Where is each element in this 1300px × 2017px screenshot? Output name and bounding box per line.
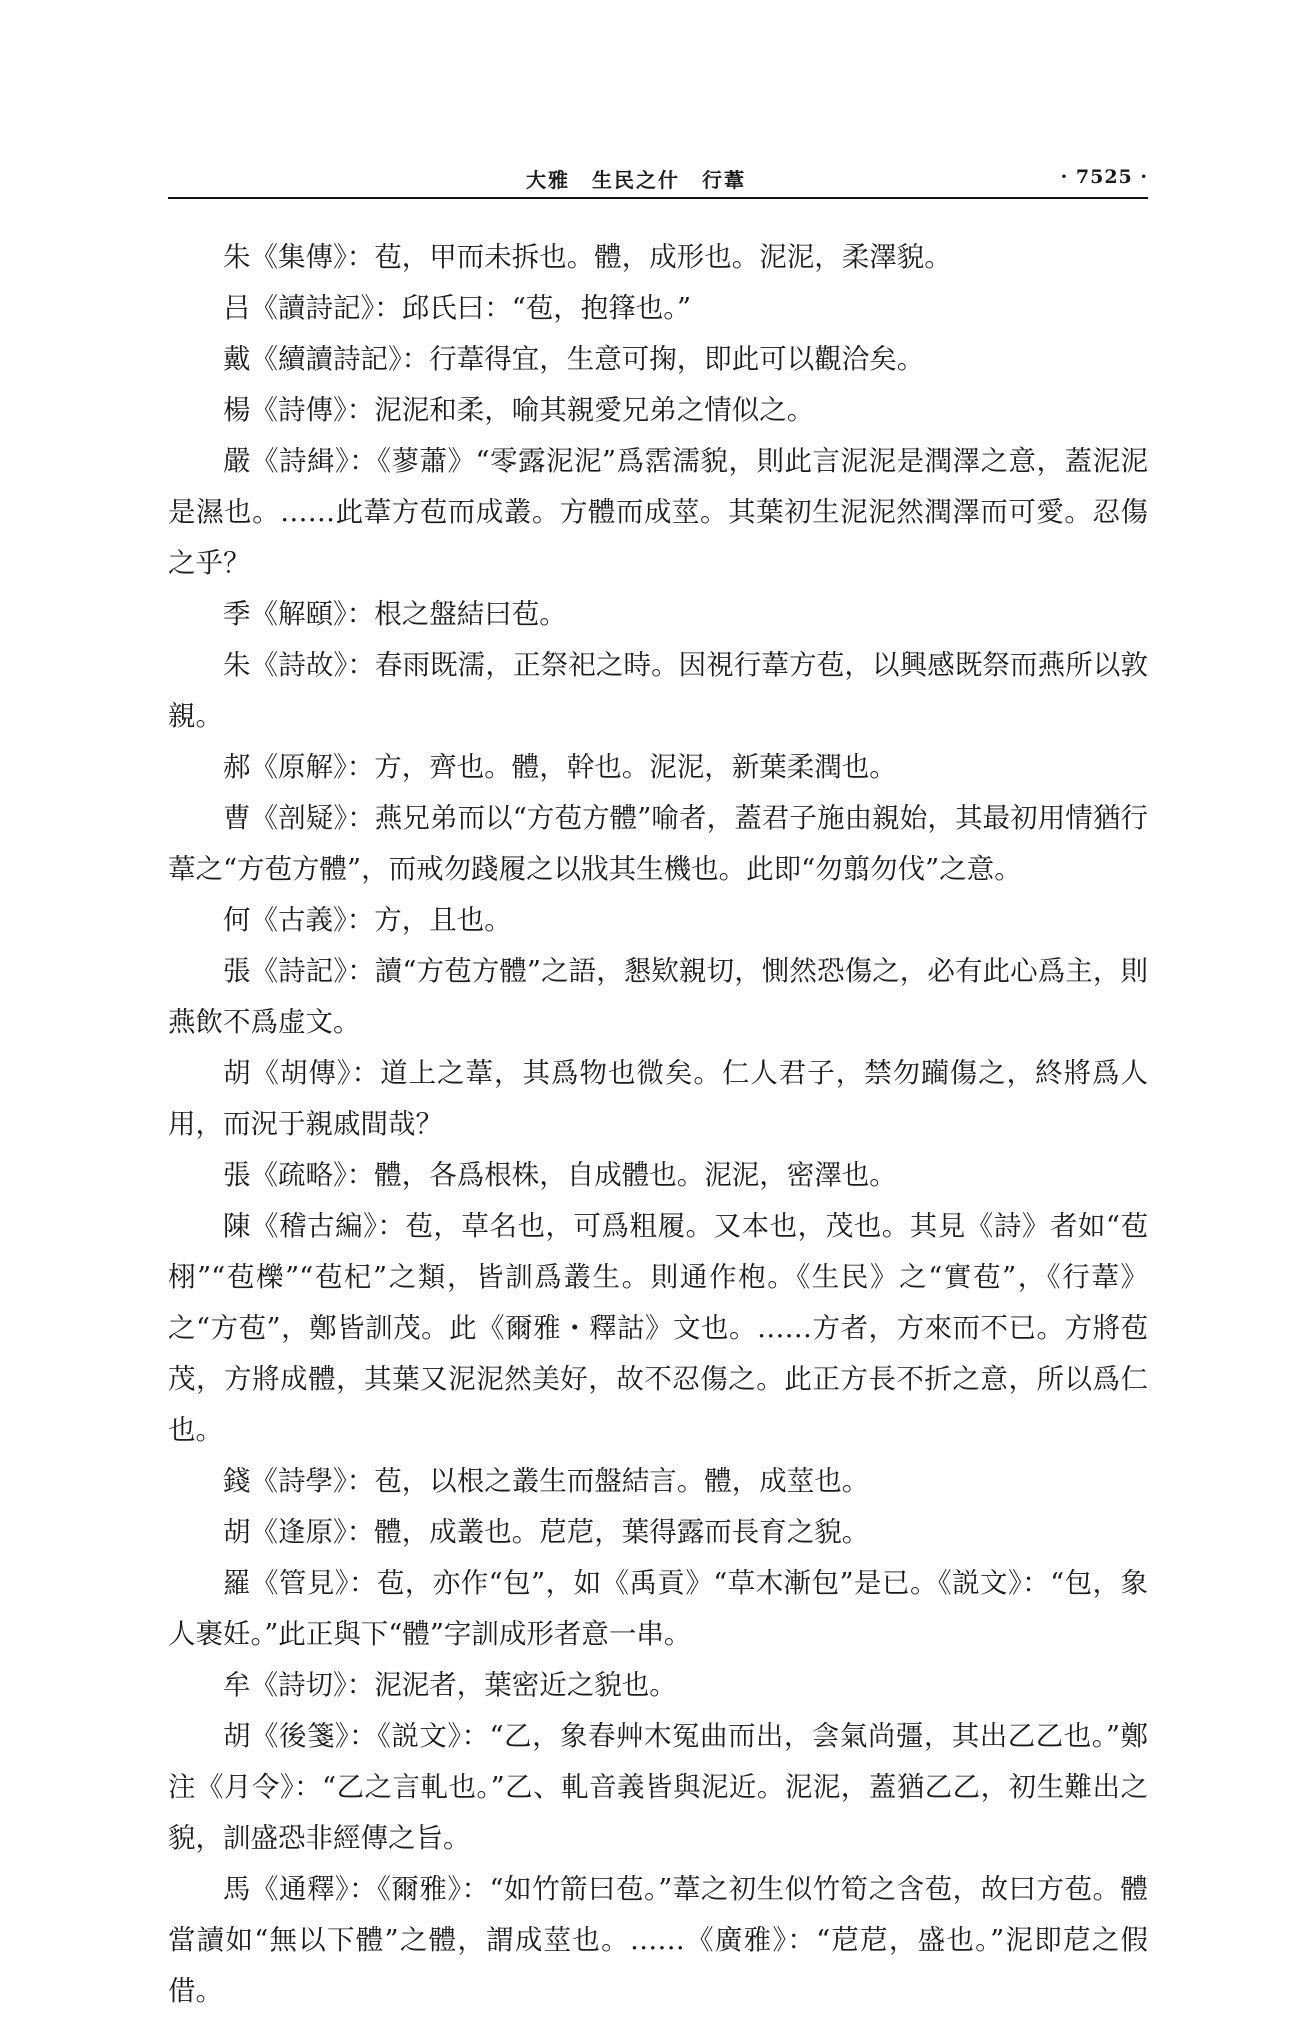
commentary-body: [168, 232, 1148, 2017]
commentary-entry: 季《解頤》：根之盤結曰苞。: [223, 598, 567, 630]
commentary-entry: 羅《管見》：苞，亦作“包”，如《禹貢》“草木漸包”是已。《説文》：“包，象人裹妊。”此正與下“體”字訓成形者意一串。: [168, 1567, 1148, 1650]
running-title: 大雅 生民之什 行葦: [526, 168, 746, 192]
commentary-entry: 吕《讀詩記》：邱氏曰：“苞，抱箨也。”: [223, 292, 692, 324]
commentary-entry: 何《古義》：方，且也。: [223, 904, 512, 936]
commentary-entry: 胡《逢原》：體，成叢也。苨苨，葉得露而長育之貌。: [223, 1516, 870, 1548]
page-header: [168, 160, 1148, 194]
commentary-entry: 錢《詩學》：苞，以根之叢生而盤結言。體，成莖也。: [223, 1465, 870, 1497]
commentary-entry: 馬《通釋》：《爾雅》：“如竹箭曰苞。”葦之初生似竹筍之含苞，故曰方苞。體當讀如“無以下體”之體，謂成莖也。……《廣雅》：“苨苨，盛也。”泥即苨之假借。: [168, 1873, 1148, 2007]
commentary-entry: 嚴《詩緝》：《蓼蕭》“零露泥泥”爲霑濡貌，則此言泥泥是潤澤之意，蓋泥泥是濕也。……此葦方苞而成叢。方體而成莖。其葉初生泥泥然潤澤而可愛。忍傷之乎？: [168, 445, 1148, 579]
commentary-entry: 張《疏略》：體，各爲根株，自成體也。泥泥，密澤也。: [223, 1159, 897, 1191]
commentary-entry: 胡《胡傳》：道上之葦，其爲物也微矣。仁人君子，禁勿躏傷之，終將爲人用，而況于親戚間哉？: [168, 1057, 1148, 1140]
commentary-entry: 郝《原解》：方，齊也。體，幹也。泥泥，新葉柔潤也。: [223, 751, 897, 783]
commentary-entry: 曹《剖疑》：燕兄弟而以“方苞方體”喻者，蓋君子施由親始，其最初用情猶行葦之“方苞方體”，而戒勿踐履之以戕其生機也。此即“勿翦勿伐”之意。: [168, 802, 1148, 885]
commentary-entry: 朱《集傳》：苞，甲而未拆也。體，成形也。泥泥，柔澤貌。: [223, 241, 952, 273]
commentary-entry: 胡《後箋》：《説文》：“乙，象春艸木冤曲而出，侌氣尚彊，其出乙乙也。”鄭注《月令》：“乙之言軋也。”乙、軋音義皆與泥近。泥泥，蓋猶乙乙，初生難出之貌，訓盛恐非經傳之旨。: [168, 1720, 1148, 1854]
header-rule: [168, 197, 1148, 199]
commentary-entry: 楊《詩傳》：泥泥和柔，喻其親愛兄弟之情似之。: [223, 394, 815, 426]
page-number: · 7525 ·: [1060, 166, 1148, 188]
commentary-entry: 戴《續讀詩記》：行葦得宜，生意可掬，即此可以觀洽矣。: [223, 343, 925, 375]
commentary-entry: 張《詩記》：讀“方苞方體”之語，懇欵親切，惻然恐傷之，必有此心爲主，則燕飲不爲虚文。: [168, 955, 1148, 1038]
commentary-entry: 陳《稽古編》：苞，草名也，可爲粗履。又本也，茂也。其見《詩》者如“苞栩”“苞櫟”“苞杞”之類，皆訓爲叢生。則通作枹。《生民》之“實苞”，《行葦》之“方苞”，鄭皆訓茂。此《爾雅・釋詁》文也。……方者，方來而不已。方將苞茂，方將成體，其葉又泥泥然美好，故不忍傷之。此正方長不折之意，所以爲仁也。: [168, 1210, 1148, 1446]
commentary-entry: 牟《詩切》：泥泥者，葉密近之貌也。: [223, 1669, 677, 1701]
commentary-entry: 朱《詩故》：春雨既濡，正祭祀之時。因視行葦方苞，以興感既祭而燕所以敦親。: [168, 649, 1148, 732]
